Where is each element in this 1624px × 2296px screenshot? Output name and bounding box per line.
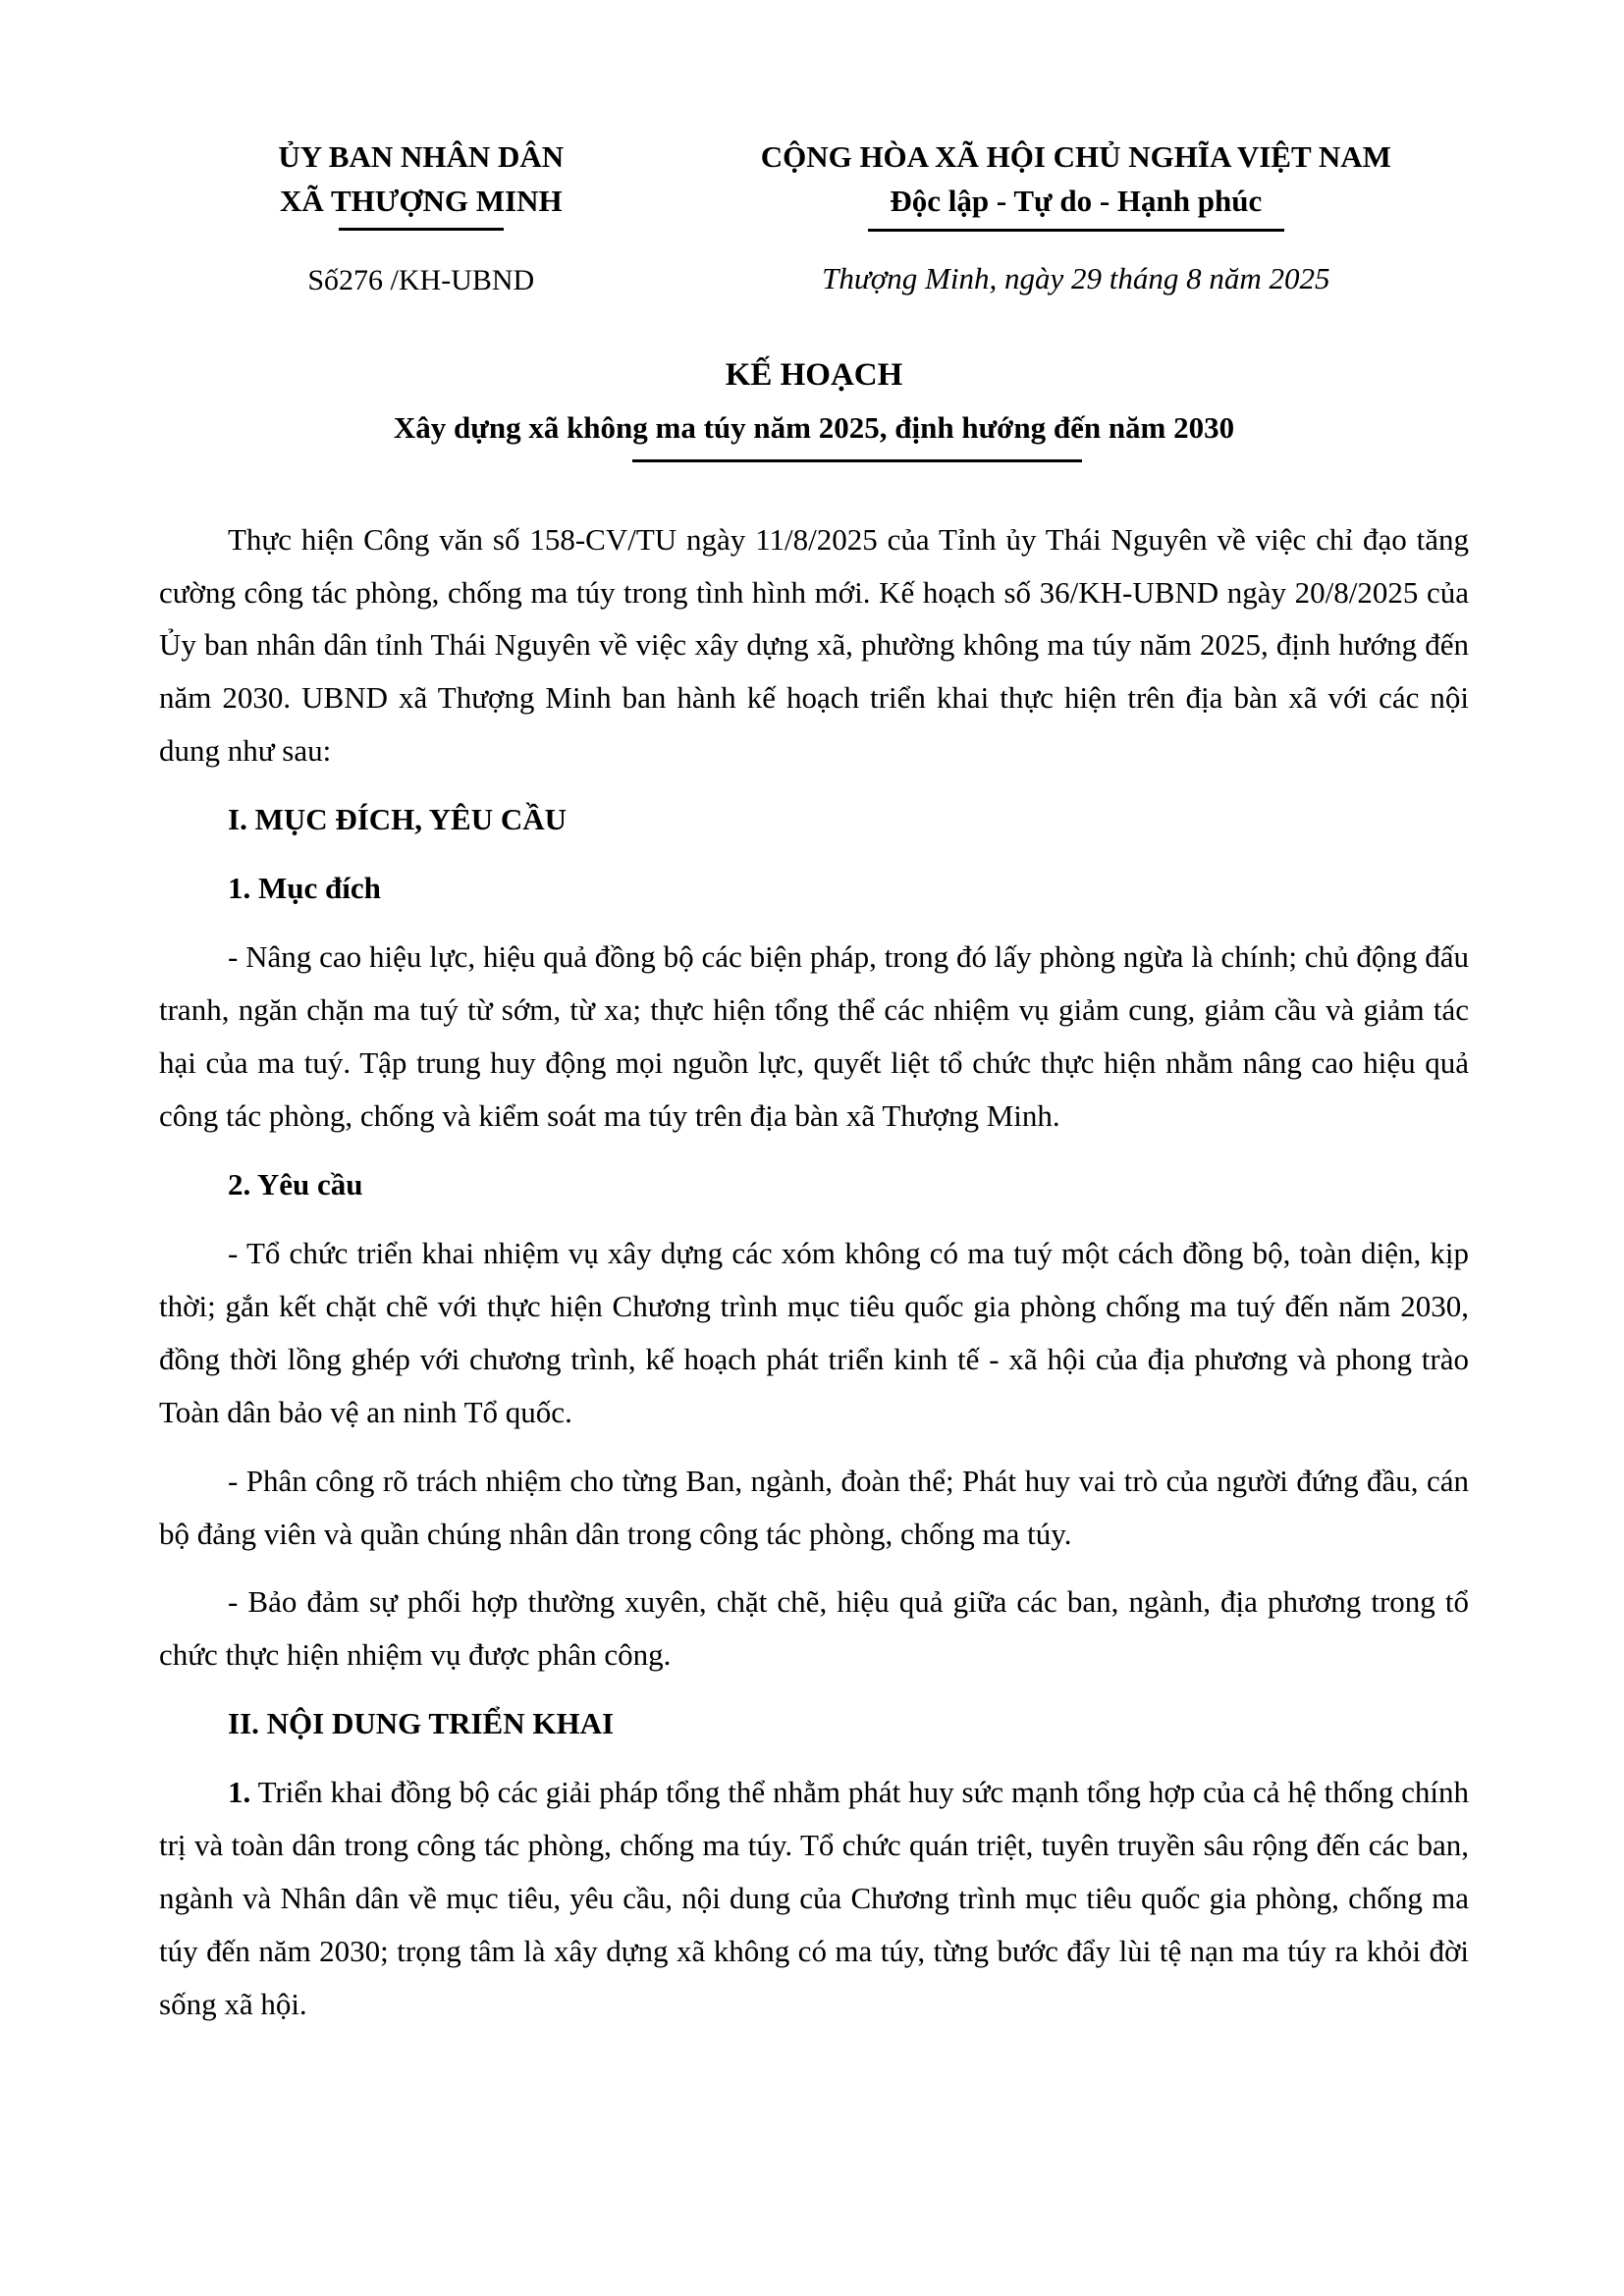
paragraph-requirement-3: - Bảo đảm sự phối hợp thường xuyên, chặt chẽ, hiệu quả giữa các ban, ngành, địa phương trong tổ chức thực hiện nhiệm vụ được phân công. bbox=[159, 1584, 1469, 1673]
document-header bbox=[159, 135, 1469, 297]
paragraph-requirement-2: - Phân công rõ trách nhiệm cho từng Ban, ngành, đoàn thể; Phát huy vai trò của người đứng đầu, cán bộ đảng viên và quần chúng nhân dân trong công tác phòng, chống ma túy. bbox=[159, 1463, 1469, 1551]
document-number-value: 276 bbox=[339, 263, 384, 296]
paragraph-purpose: - Nâng cao hiệu lực, hiệu quả đồng bộ các biện pháp, trong đó lấy phòng ngừa là chính; chủ động đấu tranh, ngăn chặn ma tuý từ sớm, từ xa; thực hiện tổng thể các nhiệm vụ giảm cung, giảm cầu và giảm tác hại của ma tuý. Tập trung huy động mọi nguồn lực, quyết liệt tổ chức thực hiện nhằm nâng cao hiệu quả công tác phòng, chống và kiểm soát ma túy trên địa bàn xã Thượng Minh. bbox=[159, 939, 1469, 1133]
authority-name-line2: XÃ THƯỢNG MINH bbox=[279, 183, 563, 218]
issuing-authority-block bbox=[159, 135, 683, 297]
title-underline bbox=[632, 459, 1082, 462]
document-body bbox=[159, 513, 1469, 2031]
document-title: KẾ HOẠCH bbox=[725, 356, 903, 393]
paragraph-requirement-1: - Tổ chức triển khai nhiệm vụ xây dựng các xóm không có ma tuý một cách đồng bộ, toàn diện, kịp thời; gắn kết chặt chẽ với thực hiện Chương trình mục tiêu quốc gia phòng chống ma tuý đến năm 2030, đồng thời lồng ghép với chương trình, kế hoạch phát triển kinh tế - xã hội của địa phương và phong trào Toàn dân bảo vệ an ninh Tổ quốc. bbox=[159, 1235, 1469, 1429]
document-number-suffix: /KH-UBND bbox=[390, 263, 535, 296]
national-header-block bbox=[683, 135, 1469, 297]
paragraph-content-1-number: 1. bbox=[228, 1775, 251, 1810]
subsection-heading-purpose: 1. Mục đích bbox=[228, 871, 381, 906]
authority-name-line1: ỦY BAN NHÂN DÂN bbox=[278, 139, 565, 174]
document-number bbox=[159, 264, 683, 297]
document-number-prefix: Số bbox=[307, 263, 340, 296]
document-subtitle: Xây dựng xã không ma túy năm 2025, định hướng đến năm 2030 bbox=[393, 410, 1235, 446]
paragraph-content-1 bbox=[159, 1766, 1469, 2031]
section-heading-2: II. NỘI DUNG TRIỂN KHAI bbox=[228, 1706, 615, 1741]
authority-underline bbox=[339, 228, 504, 231]
motto-underline bbox=[868, 229, 1284, 232]
section-heading-1: I. MỤC ĐÍCH, YÊU CẦU bbox=[228, 802, 568, 837]
paragraph-content-1-text: Triển khai đồng bộ các giải pháp tổng thể nhằm phát huy sức mạnh tổng hợp của cả hệ thống chính trị và toàn dân trong công tác phòng, chống ma túy. Tổ chức quán triệt, tuyên truyền sâu rộng đến các ban, ngành và Nhân dân về mục tiêu, yêu cầu, nội dung của Chương trình mục tiêu quốc gia phòng, chống ma túy đến năm 2030; trọng tâm là xây dựng xã không có ma túy, từng bước đẩy lùi tệ nạn ma túy ra khỏi đời sống xã hội. bbox=[159, 1775, 1469, 2021]
subsection-heading-requirement: 2. Yêu cầu bbox=[228, 1166, 363, 1201]
paragraph-intro: Thực hiện Công văn số 158-CV/TU ngày 11/8/2025 của Tỉnh ủy Thái Nguyên về việc chỉ đạo tăng cường công tác phòng, chống ma túy trong tình hình mới. Kế hoạch số 36/KH-UBND ngày 20/8/2025 của Ủy ban nhân dân tỉnh Thái Nguyên về việc xây dựng xã, phường không ma túy năm 2025, định hướng đến năm 2030. UBND xã Thượng Minh ban hành kế hoạch triển khai thực hiện trên địa bàn xã với các nội dung như sau: bbox=[159, 521, 1469, 769]
national-title: CỘNG HÒA XÃ HỘI CHỦ NGHĨA VIỆT NAM bbox=[760, 139, 1391, 174]
document-title-block bbox=[159, 352, 1469, 462]
national-motto: Độc lập - Tự do - Hạnh phúc bbox=[890, 183, 1263, 218]
place-and-date: Thượng Minh, ngày 29 tháng 8 năm 2025 bbox=[822, 260, 1330, 295]
